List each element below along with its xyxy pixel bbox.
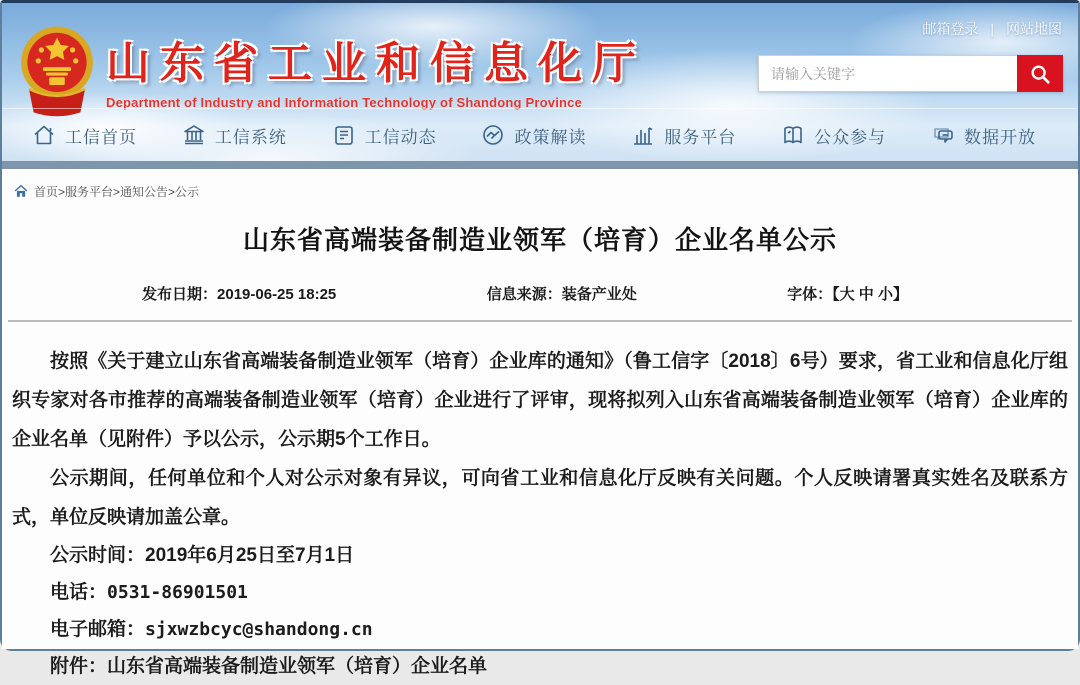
header-divider-band bbox=[2, 161, 1078, 169]
brand-text bbox=[106, 25, 646, 110]
attachment-line: 附件：山东省高端装备制造业领军（培育）企业名单 bbox=[50, 656, 488, 677]
attachment-link[interactable]: 山东省高端装备制造业领军（培育）企业名单 bbox=[107, 656, 488, 677]
email-address: sjxwzbcyc@shandong.cn bbox=[145, 619, 373, 640]
top-links bbox=[922, 19, 1062, 39]
news-icon bbox=[332, 123, 356, 147]
article-body bbox=[2, 322, 1078, 685]
font-size-control: 字体：【大 中 小】 bbox=[787, 286, 908, 303]
breadcrumb[interactable] bbox=[2, 169, 1078, 200]
toplink-divider: | bbox=[990, 21, 994, 37]
site-subtitle-en: Department of Industry and Information Technology of Shandong Province bbox=[106, 95, 583, 110]
phone-line: 电话：0531-86901501 bbox=[50, 582, 248, 603]
main-nav bbox=[2, 108, 1078, 161]
publicity-period-line: 公示时间：2019年6月25日至7月1日 bbox=[50, 545, 355, 566]
nav-item-label: 服务平台 bbox=[664, 127, 737, 147]
nav-item-system[interactable] bbox=[182, 123, 287, 148]
site-header bbox=[2, 3, 1078, 161]
site-map-link[interactable]: 网站地图 bbox=[1006, 21, 1062, 37]
book-icon bbox=[781, 123, 805, 147]
article-meta bbox=[142, 283, 908, 304]
site-title: 山东省工业和信息化厅 bbox=[106, 39, 646, 88]
article-title: 山东省高端装备制造业领军（培育）企业名单公示 bbox=[242, 225, 837, 255]
nav-item-label: 数据开放 bbox=[963, 127, 1036, 147]
site-brand bbox=[18, 25, 646, 117]
paragraph: 公示期间，任何单位和个人对公示对象有异议，可向省工业和信息化厅反映有关问题。个人反映请署真实姓名及联系方式，单位反映请加盖公章。 bbox=[12, 468, 1068, 528]
handshake-icon bbox=[481, 123, 505, 147]
nav-item-participation[interactable] bbox=[781, 123, 886, 148]
home-icon bbox=[32, 123, 56, 147]
nav-item-news[interactable] bbox=[332, 123, 437, 148]
email-line: 电子邮箱：sjxwzbcyc@shandong.cn bbox=[50, 619, 373, 640]
article-page bbox=[2, 169, 1078, 677]
breadcrumb-home-icon bbox=[14, 185, 28, 198]
nav-item-label: 公众参与 bbox=[814, 127, 887, 147]
breadcrumb-trail: 首页>服务平台>通知公告>公示 bbox=[34, 185, 200, 199]
chat-bubbles-icon bbox=[931, 123, 955, 147]
nav-item-label: 政策解读 bbox=[514, 127, 587, 147]
publish-date: 发布日期：2019-06-25 18:25 bbox=[142, 286, 337, 303]
nav-item-label: 工信系统 bbox=[214, 127, 287, 147]
search-icon bbox=[1029, 63, 1051, 85]
nav-item-home[interactable] bbox=[32, 123, 137, 148]
national-emblem-logo bbox=[18, 25, 96, 117]
paragraph: 按照《关于建立山东省高端装备制造业领军（培育）企业库的通知》（鲁工信字〔2018〕6号）要求，省工业和信息化厅组织专家对各市推荐的高端装备制造业领军（培育）企业进行了评审，现将拟列入山东省高端装备制造业领军（培育）企业库的企业名单（见附件）予以公示，公示期5个工作日。 bbox=[12, 351, 1068, 450]
nav-item-label: 工信首页 bbox=[65, 127, 137, 147]
nav-item-service[interactable] bbox=[631, 123, 736, 148]
font-size-options[interactable]: 【大 中 小】 bbox=[832, 286, 908, 303]
nav-item-policy[interactable] bbox=[481, 123, 586, 148]
mail-login-link[interactable]: 邮箱登录 bbox=[922, 21, 979, 37]
info-source: 信息来源：装备产业处 bbox=[486, 286, 637, 303]
bank-icon bbox=[182, 123, 206, 147]
platform-icon bbox=[631, 123, 655, 147]
nav-item-label: 工信动态 bbox=[364, 127, 437, 147]
search-input[interactable] bbox=[758, 55, 1017, 92]
search-bar bbox=[758, 55, 1063, 92]
nav-item-data[interactable] bbox=[931, 123, 1036, 148]
search-button[interactable] bbox=[1017, 55, 1063, 92]
